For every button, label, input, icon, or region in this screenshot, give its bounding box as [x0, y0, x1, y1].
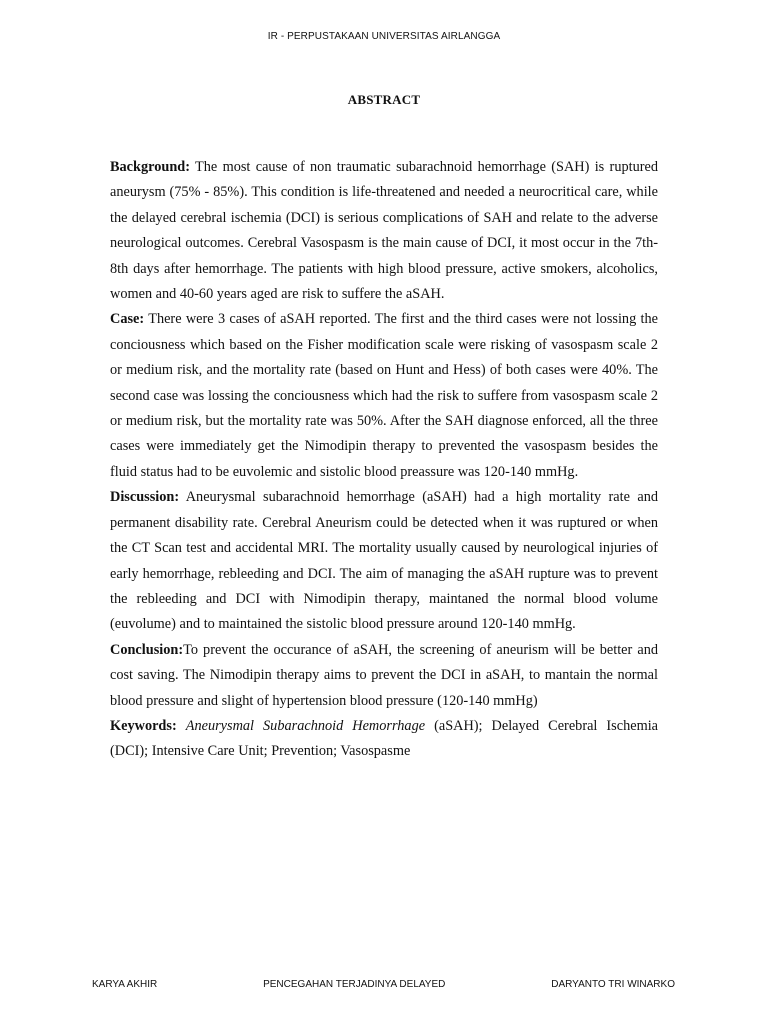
footer-right: DARYANTO TRI WINARKO [551, 979, 675, 990]
case-text: There were 3 cases of aSAH reported. The first and the third cases were not lossing the conciousness which based on the Fisher modification scale were risking of vasospasm scale 2 or medium risk, and the mortality rate (based on Hunt and Hess) of both cases were 40%. The second case was lossing the conciousness which had the risk to suffere from vasospasm scale 2 or medium risk, but the mortality rate was 50%. After the SAH diagnose enforced, all the three cases were immediately get the Nimodipin therapy to prevented the vasospasm besides the fluid status had to be euvolemic and sistolic blood preassure was 120-140 mmHg. [110, 311, 658, 480]
footer-left: KARYA AKHIR [92, 979, 158, 990]
background-label: Background: [110, 159, 190, 175]
repository-header: IR - PERPUSTAKAAN UNIVERSITAS AIRLANGGA [267, 31, 501, 42]
discussion-text: Aneurysmal subarachnoid hemorrhage (aSAH) had a high mortality rate and permanent disability rate. Cerebral Aneurism could be detected when it was ruptured or when the CT Scan test and accidental MRI. The mortality usually caused by neurological injuries of early hemorrhage, rebleeding and DCI. The aim of managing the aSAH rupture was to prevent the rebleeding and DCI with Nimodipin therapy, maintaned the normal blood volume (euvolume) and to maintained the sistolic blood pressure around 120-140 mmHg. [110, 489, 658, 633]
discussion-paragraph [110, 485, 658, 637]
background-text: The most cause of non traumatic subarachnoid hemorrhage (SAH) is ruptured aneurysm (75% - 85%). This condition is life-threatened and needed a neurocritical care, while the delayed cerebral ischemia (DCI) is serious complications of SAH and relate to the adverse neurological outcomes. Cerebral Vasospasm is the main cause of DCI, it most occur in the 7th-8th days after hemorrhage. The patients with high blood pressure, active smokers, alcoholics, women and 40-60 years aged are risk to suffere the aSAH. [110, 159, 658, 303]
case-paragraph [110, 307, 658, 485]
conclusion-text: To prevent the occurance of aSAH, the screening of aneurism will be better and cost saving. The Nimodipin therapy aims to prevent the DCI in aSAH, to mantain the normal blood pressure and slight of hypertension blood pressure (120-140 mmHg) [110, 641, 658, 709]
footer-center: PENCEGAHAN TERJADINYA DELAYED [263, 979, 446, 990]
conclusion-label: Conclusion: [110, 641, 184, 658]
page-footer [92, 979, 675, 990]
keywords-text: (aSAH); Delayed Cerebral Ischemia (DCI); Intensive Care Unit; Prevention; Vasospasme [110, 717, 659, 760]
case-label: Case: [110, 311, 145, 328]
abstract-body [110, 155, 658, 765]
page-title: ABSTRACT [347, 92, 421, 107]
keywords-label: Keywords: [110, 717, 177, 734]
background-paragraph [110, 155, 658, 307]
keywords-italic-term: Aneurysmal Subarachnoid Hemorrhage [185, 717, 426, 734]
discussion-label: Discussion: [110, 489, 180, 506]
keywords-paragraph [110, 714, 658, 765]
conclusion-paragraph [110, 638, 658, 714]
